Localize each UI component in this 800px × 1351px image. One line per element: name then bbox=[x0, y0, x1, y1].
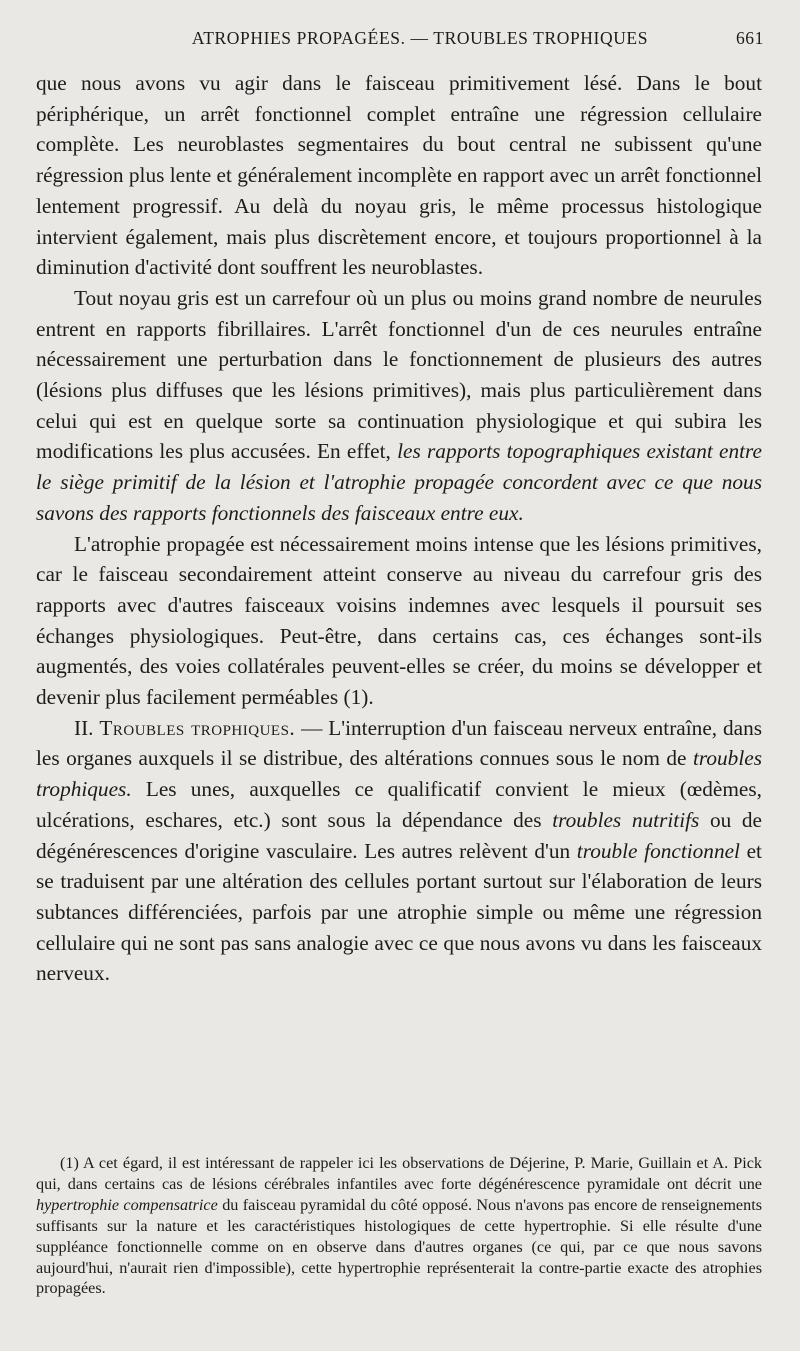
footnote-text-a: (1) A cet égard, il est intéressant de rappeler ici les observations de Déjerine, P. Marie, Guillain et A. Pick qui, dans certains cas de lésions cérébrales infantiles avec forte dégénérescence pyramidale ont décrit une bbox=[36, 1154, 762, 1193]
paragraph-4-italic-3: trouble fonctionnel bbox=[576, 838, 740, 863]
paragraph-4-text-d: et se traduisent par une altération des cellules portant surtout sur l'élaboration de leurs subtances différenciées, parfois par une atrophie simple ou même une régression cellulaire qui ne sont pas sans analogie avec ce que nous avons vu dans les faisceaux nerveux. bbox=[36, 838, 762, 986]
paragraph-4-text-b: Les unes, auxquelles ce qualificatif convient le mieux (œdèmes, ulcérations, eschares, etc.) sont sous la dépendance des bbox=[36, 777, 762, 832]
running-title: ATROPHIES PROPAGÉES. — TROUBLES TROPHIQUES bbox=[191, 28, 649, 48]
paragraph-4-italic-2: troubles nutritifs bbox=[552, 807, 700, 832]
footnote-text-b: du faisceau pyramidal du côté opposé. Nous n'avons pas encore de renseignements suffisants sur la nature et les caractéristiques histologiques de cette hypertrophie. Si elle résulte d'une suppléance fonctionnelle comme on en observe dans d'autres organes (ce qui, par ce que nous savons aujourd'hui, n'aurait rien d'impossible), cette hypertrophie représenterait la contre-partie exacte des atrophies propagées. bbox=[36, 1195, 762, 1298]
paragraph-2 bbox=[36, 283, 762, 529]
paragraph-4-text-c: ou de dégénérescences d'origine vasculaire. Les autres relèvent d'un bbox=[36, 807, 763, 863]
paragraph-2-italic: les rapports topographiques existant entre le siège primitif de la lésion et l'atrophie propagée concordent avec ce que nous savons des rapports fonctionnels des faisceaux entre eux. bbox=[36, 439, 762, 525]
page-number: 661 bbox=[735, 28, 764, 48]
paragraph-3-text: L'atrophie propagée est nécessairement moins intense que les lésions primitives, car le faisceau secondairement atteint conserve au niveau du carrefour gris des rapports avec d'autres faisceaux voisins indemnes avec lesquels il poursuit ses échanges physiologiques. Peut-être, dans certains cas, ces échanges sont-ils augmentés, des voies collatérales peuvent-elles se créer, du moins se développer et devenir plus facilement perméables (1). bbox=[36, 531, 762, 710]
footnote-italic: hypertrophie compensatrice bbox=[36, 1195, 218, 1214]
section-heading: Troubles trophiques. bbox=[99, 715, 296, 740]
section-number: II. bbox=[74, 715, 94, 740]
paragraph-2-text: Tout noyau gris est un carrefour où un plus ou moins grand nombre de neurules entrent en rapports fibrillaires. L'arrêt fonctionnel d'un de ces neurules entraîne nécessairement une perturbation dans le fonctionnement de plusieurs des autres (lésions plus diffuses que les lésions primitives), mais plus particulièrement dans celui qui est en quelque sorte sa continuation physiologique et qui subira les modifications les plus accusées. En effet, bbox=[36, 285, 762, 464]
footnote-1 bbox=[36, 1153, 762, 1299]
running-head bbox=[36, 28, 764, 56]
paragraph-4-italic-1: troubles trophiques. bbox=[36, 746, 762, 802]
footnote bbox=[36, 1153, 762, 1299]
paragraph-4 bbox=[36, 713, 762, 989]
paragraph-3 bbox=[36, 529, 762, 713]
paragraph-4-text-a: — L'interruption d'un faisceau nerveux entraîne, dans les organes auxquels il se distribue, des altérations connues sous le nom de bbox=[36, 715, 762, 771]
paragraph-1 bbox=[36, 68, 762, 283]
paragraph-1-text: que nous avons vu agir dans le faisceau primitivement lésé. Dans le bout périphérique, un arrêt fonctionnel complet entraîne une régression cellulaire complète. Les neuroblastes segmentaires du bout central ne subissent qu'une régression plus lente et généralement incomplète en rapport avec un arrêt fonctionnel lentement progressif. Au delà du noyau gris, le même processus histologique intervient également, mais plus discrètement encore, et toujours proportionnel à la diminution d'activité dont souffrent les neuroblastes. bbox=[36, 71, 762, 280]
main-text bbox=[36, 68, 762, 989]
